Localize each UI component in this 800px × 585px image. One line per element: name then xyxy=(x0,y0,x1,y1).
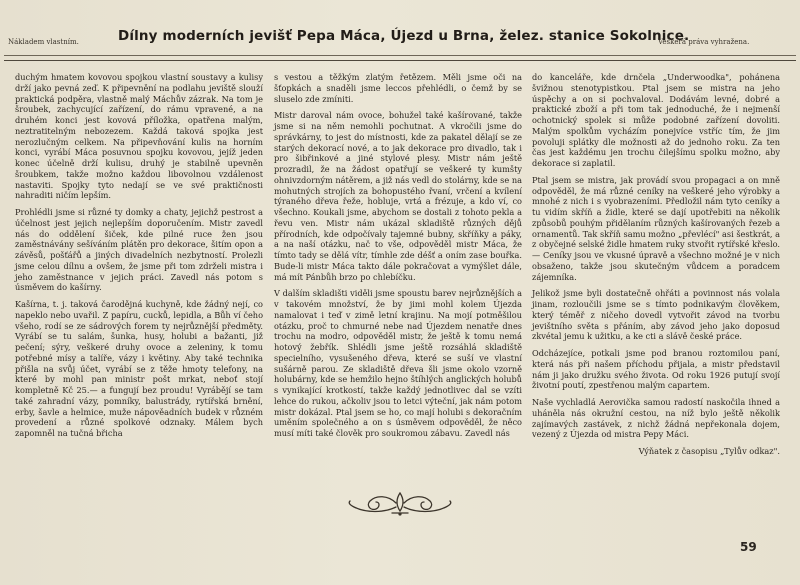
text-column-2 xyxy=(274,72,522,439)
paragraph: Naše vychladlá Aerovička samou radostí naskočila ihned a uháněla nás okružní cestou, na níž bylo ještě několik zajímavých zastávek, z nichž žádná nepřekonala dojem, vezený z Újezda od mistra Pepy Máci. xyxy=(532,397,780,440)
header-rule-thick xyxy=(4,60,796,61)
source-citation: Výňatek z časopisu „Tylův odkaz". xyxy=(638,446,780,456)
page-number: 59 xyxy=(740,540,757,554)
header-publisher-note: Nákladem vlastním. xyxy=(8,38,79,46)
paragraph: duchým hmatem kovovou spojkou vlastní soustavy a kulisy drží jako pevná zeď. K připevnění na podlahu jeviště slouží praktická podpěra, vlastně malý Máchův zázrak. Na tom je šroubek, zachycující zařízení, do rámu vpravené, a na druhém konci jest kovová příložka, opatřena malým, neztratitelným nebozezem. Každá taková spojka jest nerozlučným celkem. Na připevňování kulis na horním konci, vyrábí Máca posuvnou spojku kovovou, jejíž jeden konec účelně drží kulisu, druhý je stabilně upevněn šroubkem, takže možno každou libovolnou vzdálenost nastaviti. Spojky tyto nedají se ve své praktičnosti nahraditi ničím lepším. xyxy=(15,72,263,201)
paragraph: Odcházejíce, potkali jsme pod branou roztomilou paní, která nás při našem příchodu přijala, a mistr představil nám ji jako družku svého života. Od roku 1926 putují svojí životní poutí, zpestřenou malým capartem. xyxy=(532,348,780,391)
header-title: Dílny moderních jevišť Pepa Máca, Újezd u Brna, želez. stanice Sokolnice. xyxy=(118,28,690,44)
text-column-1 xyxy=(15,72,263,439)
paragraph: s vestou a těžkým zlatým řetězem. Měli jsme oči na šťopkách a snaděli jsme leccos přehlédli, o čemž by se sluselo zde zmíniti. xyxy=(274,72,522,104)
paragraph: Ptal jsem se mistra, jak provádí svou propagaci a on mně odpověděl, že má různé ceníky na veškeré jeho výrobky a mnohé z nich i s vyobrazeními. Předložil nám tyto ceníky a tu vidím skříň a židle, které se dají upotřebiti na několik způsobů pouhým přidělaním různých kašírovaných řezeb a ornamentů. Tak skříň samu možno „převlécí" asi šestkrát, a z obyčejné selské židle hmatem ruky stvořit rytířské křeslo. — Ceníky jsou ve vkusné úpravě a všechno možné je v nich obsaženo, takže jsou skutečným vůdcem a poradcem zájemníka. xyxy=(532,174,780,282)
header-rule-thin xyxy=(4,55,796,56)
paragraph: Mistr daroval nám ovoce, bohužel také kašírované, takže jsme si na něm nemohli pochutnat. A vkročili jsme do správkárny, to jest do místnosti, kde za pakatel dělají se ze starých dekorací nové, a to jak dekorace pro divadlo, tak i pro šibřinkové a jiné stylové plesy. Mistr nám ještě prozradil, že na žádost opatřují se veškeré ty kumšty ohnivzdorným nátěrem, a již nás vedl do stolárny, kde se na mohutných strojích za bohopustého řvaní, vrčení a kvílení týraného dřeva řeže, hobluje, vrtá a frézuje, a kdo ví, co všechno. Koukali jsme, abychom se dostali z tohoto pekla a řevu ven. Mistr nám ukázal skladiště různých dějů přírodních, kde odpočívaly tajemné bubny, skříňky a páky, a na naší otázku, nač to vše, odpověděl mistr Máca, že tímto tady se dělá vítr, tímhle zde déšť a oním zase bouřka. Bude-li mistr Máca takto dále pokračovat a vymýšlet dále, má mít Pánbůh brzo po chlebíčku. xyxy=(274,110,522,282)
paragraph: Prohlédli jsme si různé ty domky a chaty, jejichž pestrost a účelnost jest jejich nejlepším doporučením. Mistr zavedl nás do oddělení šiček, kde pilné ruce žen jsou zaměstnávány sešíváním plátěn pro dekorace, šitím opon a závěsů, pošťářů a jiných divadelních nezbytností. Prolezli jsme celou dílnu a ovšem, že jsme při tom zdrželi mistra i jeho zaměstnance v jejich práci. Zavedl nás potom s úsměvem do kašírny. xyxy=(15,207,263,293)
paragraph: V dalším skladišti viděli jsme spoustu barev nejrůznějších a v takovém množství, že by jimi mohl kolem Újezda namalovat i teď v zimě letní krajinu. Na mojí potměšilou otázku, proč to chmurné nebe nad Újezdem nenatře dnes trochu na modro, odpověděl mistr, že ještě k tomu nemá hotový žebřík. Shlédli jsme ještě rozsáhlá skladiště specielního, vysušeného dřeva, které se suší ve vlastní sušárně parou. Ze skladiště dřeva šli jsme okolo vzorně holubárny, kde se hemžilo hejno štíhlých anglických holubů s vynikající krotkostí, takže každý jednotlivec dal se vzíti lehce do rukou, ačkoliv jsou to letci výteční, jak nám potom mistr dokázal. Ptal jsem se ho, co mají holubi s dekoračním uměním společného a on s úsměvem odpověděl, že něco musí míti také člověk pro soukromou zábavu. Zavedl nás xyxy=(274,288,522,438)
text-column-3 xyxy=(532,72,780,457)
paragraph: Jelikož jsme byli dostatečně ohřáti a povinnost nás volala jinam, rozloučili jsme se s tímto podnikavým člověkem, který téměř z ničeho dovedl vytvořit závod na tvorbu jevištního světa s přáním, aby závod jeho jako doposud zkvétal jemu k užitku, a ke cti a slávě české práce. xyxy=(532,288,780,342)
header-rights-note: Veškerá práva vyhražena. xyxy=(658,38,750,46)
floral-ornament-icon xyxy=(340,489,460,517)
running-header xyxy=(0,28,800,54)
paragraph: do kanceláře, kde drnčela „Underwoodka", pohánena švižnou stenotypistkou. Ptal jsem se mistra na jeho úspěchy a on si pochvaloval. Dodávám levné, dobré a praktické zboží a při tom tak jednoduché, že i nejmenší ochotnický spolek si může podobné zařízení dovoliti. Malým spolkům vycházím ponejvíce vstříc tím, že jim povoluji splátky dle možnosti až do jednoho roku. Za ten čas jest každému jen trochu čilejšímu spolku možno, aby dekorace si zaplatil. xyxy=(532,72,780,168)
paragraph: Kašírna, t. j. taková čarodějná kuchyně, kde žádný nejí, co napeklo nebo uvařil. Z papíru, cucků, lepidla, a Bůh ví čeho všeho, rodí se ze sádrových forem ty nejrůznější předměty. Vyrábí se tu salám, šunka, husy, holubi a bažanti, již pečení; sýry, veškeré druhy ovoce a zeleniny, k tomu potřebné mísy a talíře, vázy i květiny. Aby také technika přišla na svůj účet, vyrábí se z těže hmoty telefony, na které by mohl pan ministr pošt mrkat, neboť stojí kompletně Kč 25.— a fungují bez proudu! Vyrábějí se tam také zahradní vázy, pomníky, balustrády, rytířská brnění, erby, šavle a helmice, muže nápověadních budek v různém provedení a různé spolkové odznaky. Málem bych zapomněl na tučná břicha xyxy=(15,299,263,438)
